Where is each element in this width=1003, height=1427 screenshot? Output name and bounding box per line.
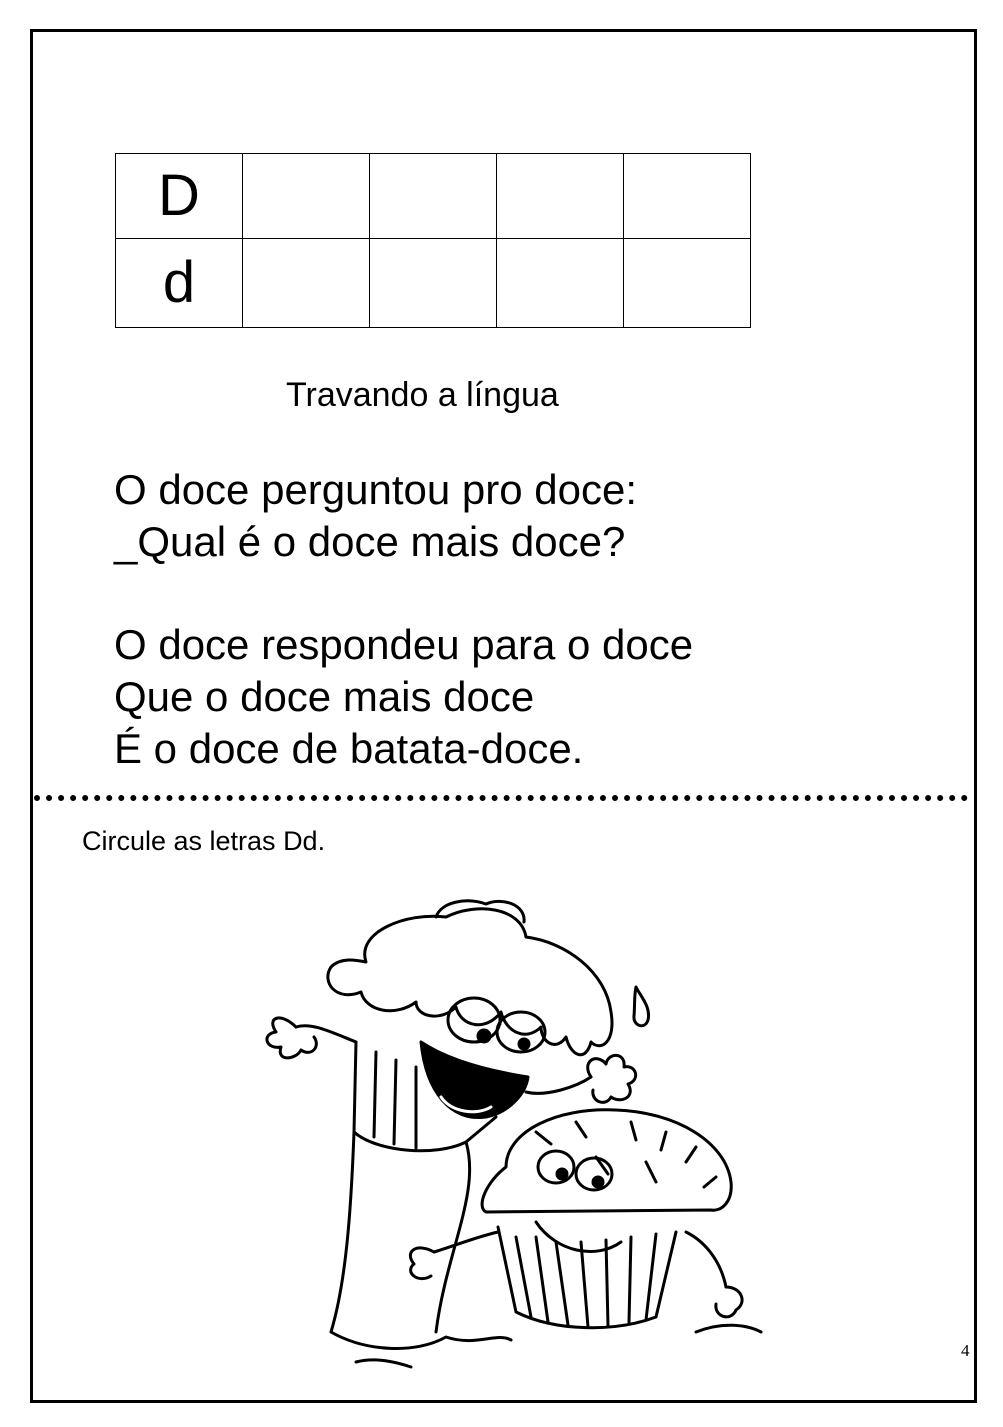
grid-cell[interactable] bbox=[497, 154, 624, 239]
grid-cell[interactable] bbox=[243, 239, 370, 328]
grid-cell[interactable] bbox=[497, 239, 624, 328]
cupcakes-cartoon-icon bbox=[236, 892, 768, 1374]
poem-line: _Qual é o doce mais doce? bbox=[114, 518, 626, 565]
dotted-cut-line bbox=[34, 795, 968, 801]
grid-cell[interactable] bbox=[370, 239, 497, 328]
section-title: Travando a língua bbox=[286, 376, 559, 414]
poem-stanza-2 bbox=[114, 619, 693, 775]
poem-line: É o doce de batata-doce. bbox=[114, 725, 584, 772]
grid-cell[interactable] bbox=[243, 154, 370, 239]
poem-line: Que o doce mais doce bbox=[114, 673, 535, 720]
poem-line: O doce respondeu para o doce bbox=[114, 621, 694, 668]
page-number: 4 bbox=[961, 1341, 970, 1360]
grid-cell[interactable] bbox=[370, 154, 497, 239]
grid-row-lowercase bbox=[116, 239, 751, 328]
poem-line: O doce perguntou pro doce: bbox=[114, 466, 638, 513]
grid-cell[interactable] bbox=[624, 154, 751, 239]
grid-cell: d bbox=[116, 239, 243, 328]
grid-cell: D bbox=[116, 154, 243, 239]
grid-row-uppercase bbox=[116, 154, 751, 239]
grid-cell[interactable] bbox=[624, 239, 751, 328]
letter-practice-grid bbox=[115, 153, 751, 328]
poem-stanza-1 bbox=[114, 464, 637, 568]
instruction-text: Circule as letras Dd. bbox=[82, 826, 326, 856]
